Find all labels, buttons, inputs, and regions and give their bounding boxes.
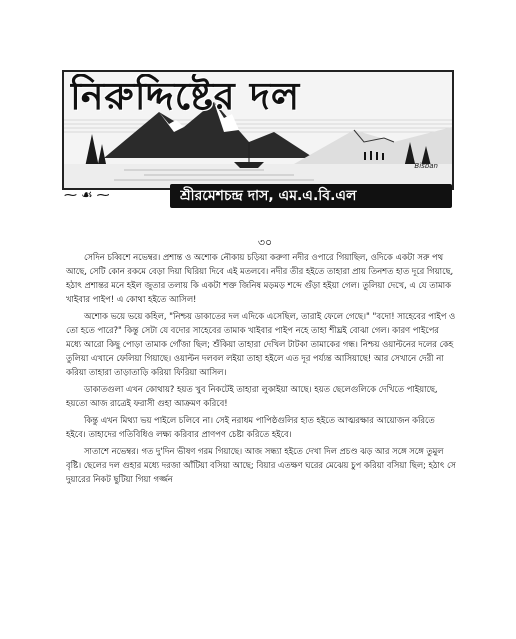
body-text	[66, 250, 456, 600]
page-number: ৩০	[257, 236, 273, 249]
artist-signature: Bisban	[414, 162, 438, 170]
title-banner	[62, 70, 454, 220]
paragraph: অশোক ভয়ে ভয়ে কহিল, "নিশ্চয় ডাকাতের দল এদিকে এসেছিল, তারাই ফেলে গেছে।" "বদো! সাহেবের পাইপ ও তো হতে পারে?" কিন্তু সেটা যে বদোর সাহেবের তামাক খাইবার পাইপ নহে তাহা শীঘ্রই বোঝা গেল। কারণ পাইপের মধ্যে আরো কিছু পোড়া তামাক গোঁজা ছিল; শুঁকিয়া তাহারা দেখিল টাটকা তামাকের গন্ধ। নিশ্চয় ওয়াল্টনের দলের কেহ তুলিয়া এখানে ফেলিয়া গিয়াছে। ওয়াল্টন দলবল লইয়া তাহা হইলে এত দূর পর্য্যন্ত আসিয়াছে! আর সেখানে দেরী না করিয়া তাহারা তাড়াতাড়ি করিয়া ফিরিয়া আসিল।	[66, 311, 456, 377]
author-bar	[62, 184, 454, 210]
ornament-flourish: ⁓☙⁓	[64, 188, 114, 203]
paragraph: সাতাশে নভেম্বর। গত দু'দিন ভীষণ গরম গিয়াছে। আজ সন্ধ্যা হইতে দেখা দিল প্রচণ্ড ঝড় আর সঙ্গে সঙ্গে তুমুল বৃষ্টি। ছেলের দল গুহার মধ্যে দরজা আঁটিয়া বসিয়া আছে; বিয়ার এতক্ষণ ঘরের মেঝেয় চুপ করিয়া বসিয়া ছিল; হঠাৎ সে দুয়ারের নিকট ছুটিয়া গিয়া গর্জ্জন	[66, 446, 456, 484]
author-plate	[170, 184, 452, 208]
banner-illustration	[62, 70, 454, 190]
paragraph: কিন্তু এখন মিথ্যা ভয় পাইলে চলিবে না। সেই নরাধম পাপিষ্ঠগুলির হাত হইতে আত্মরক্ষার আয়োজন করিতে হইবে। তাহাদের গতিবিধিও লক্ষ্য করিবার প্রাণপণ চেষ্টা করিতে হইবে।	[66, 415, 435, 439]
book-title: নিরুদ্দিষ্টের দল	[70, 74, 301, 118]
paragraph: সেদিন চব্বিশে নভেম্বর। প্রশান্ত ও অশোক নৌকায় চড়িয়া করুণা নদীর ওপারে গিয়াছিল, ওদিকে একটা সরু পথ আছে, সেটি কোন রকমে বেড়া দিয়া ঘিরিয়া দিবে এই মতলবে। নদীর তীর হইতে তাহারা প্রায় তিনশত হাত দূরে গিয়াছে, হঠাৎ প্রশান্তর মনে হইল জুতার তলায় কি একটা শক্ত জিনিষ মড়মড় শব্দে গুঁড়া হইয়া গেল। তুলিয়া দেখে, এ যে তামাক খাইবার পাইপ! এ কোথা হইতে আসিল!	[66, 252, 454, 304]
paragraph: ডাকাতগুলা এখন কোথায়? হয়ত খুব নিকটেই তাহারা লুকাইয়া আছে। হয়ত ছেলেগুলিকে দেখিতে পাইয়াছে, হয়তো আজ রাত্রেই ফরাসী গুহা আক্রমণ করিবে!	[66, 384, 438, 408]
author-name: শ্রীরমেশচন্দ্র দাস, এম.এ.বি.এল	[180, 188, 357, 204]
